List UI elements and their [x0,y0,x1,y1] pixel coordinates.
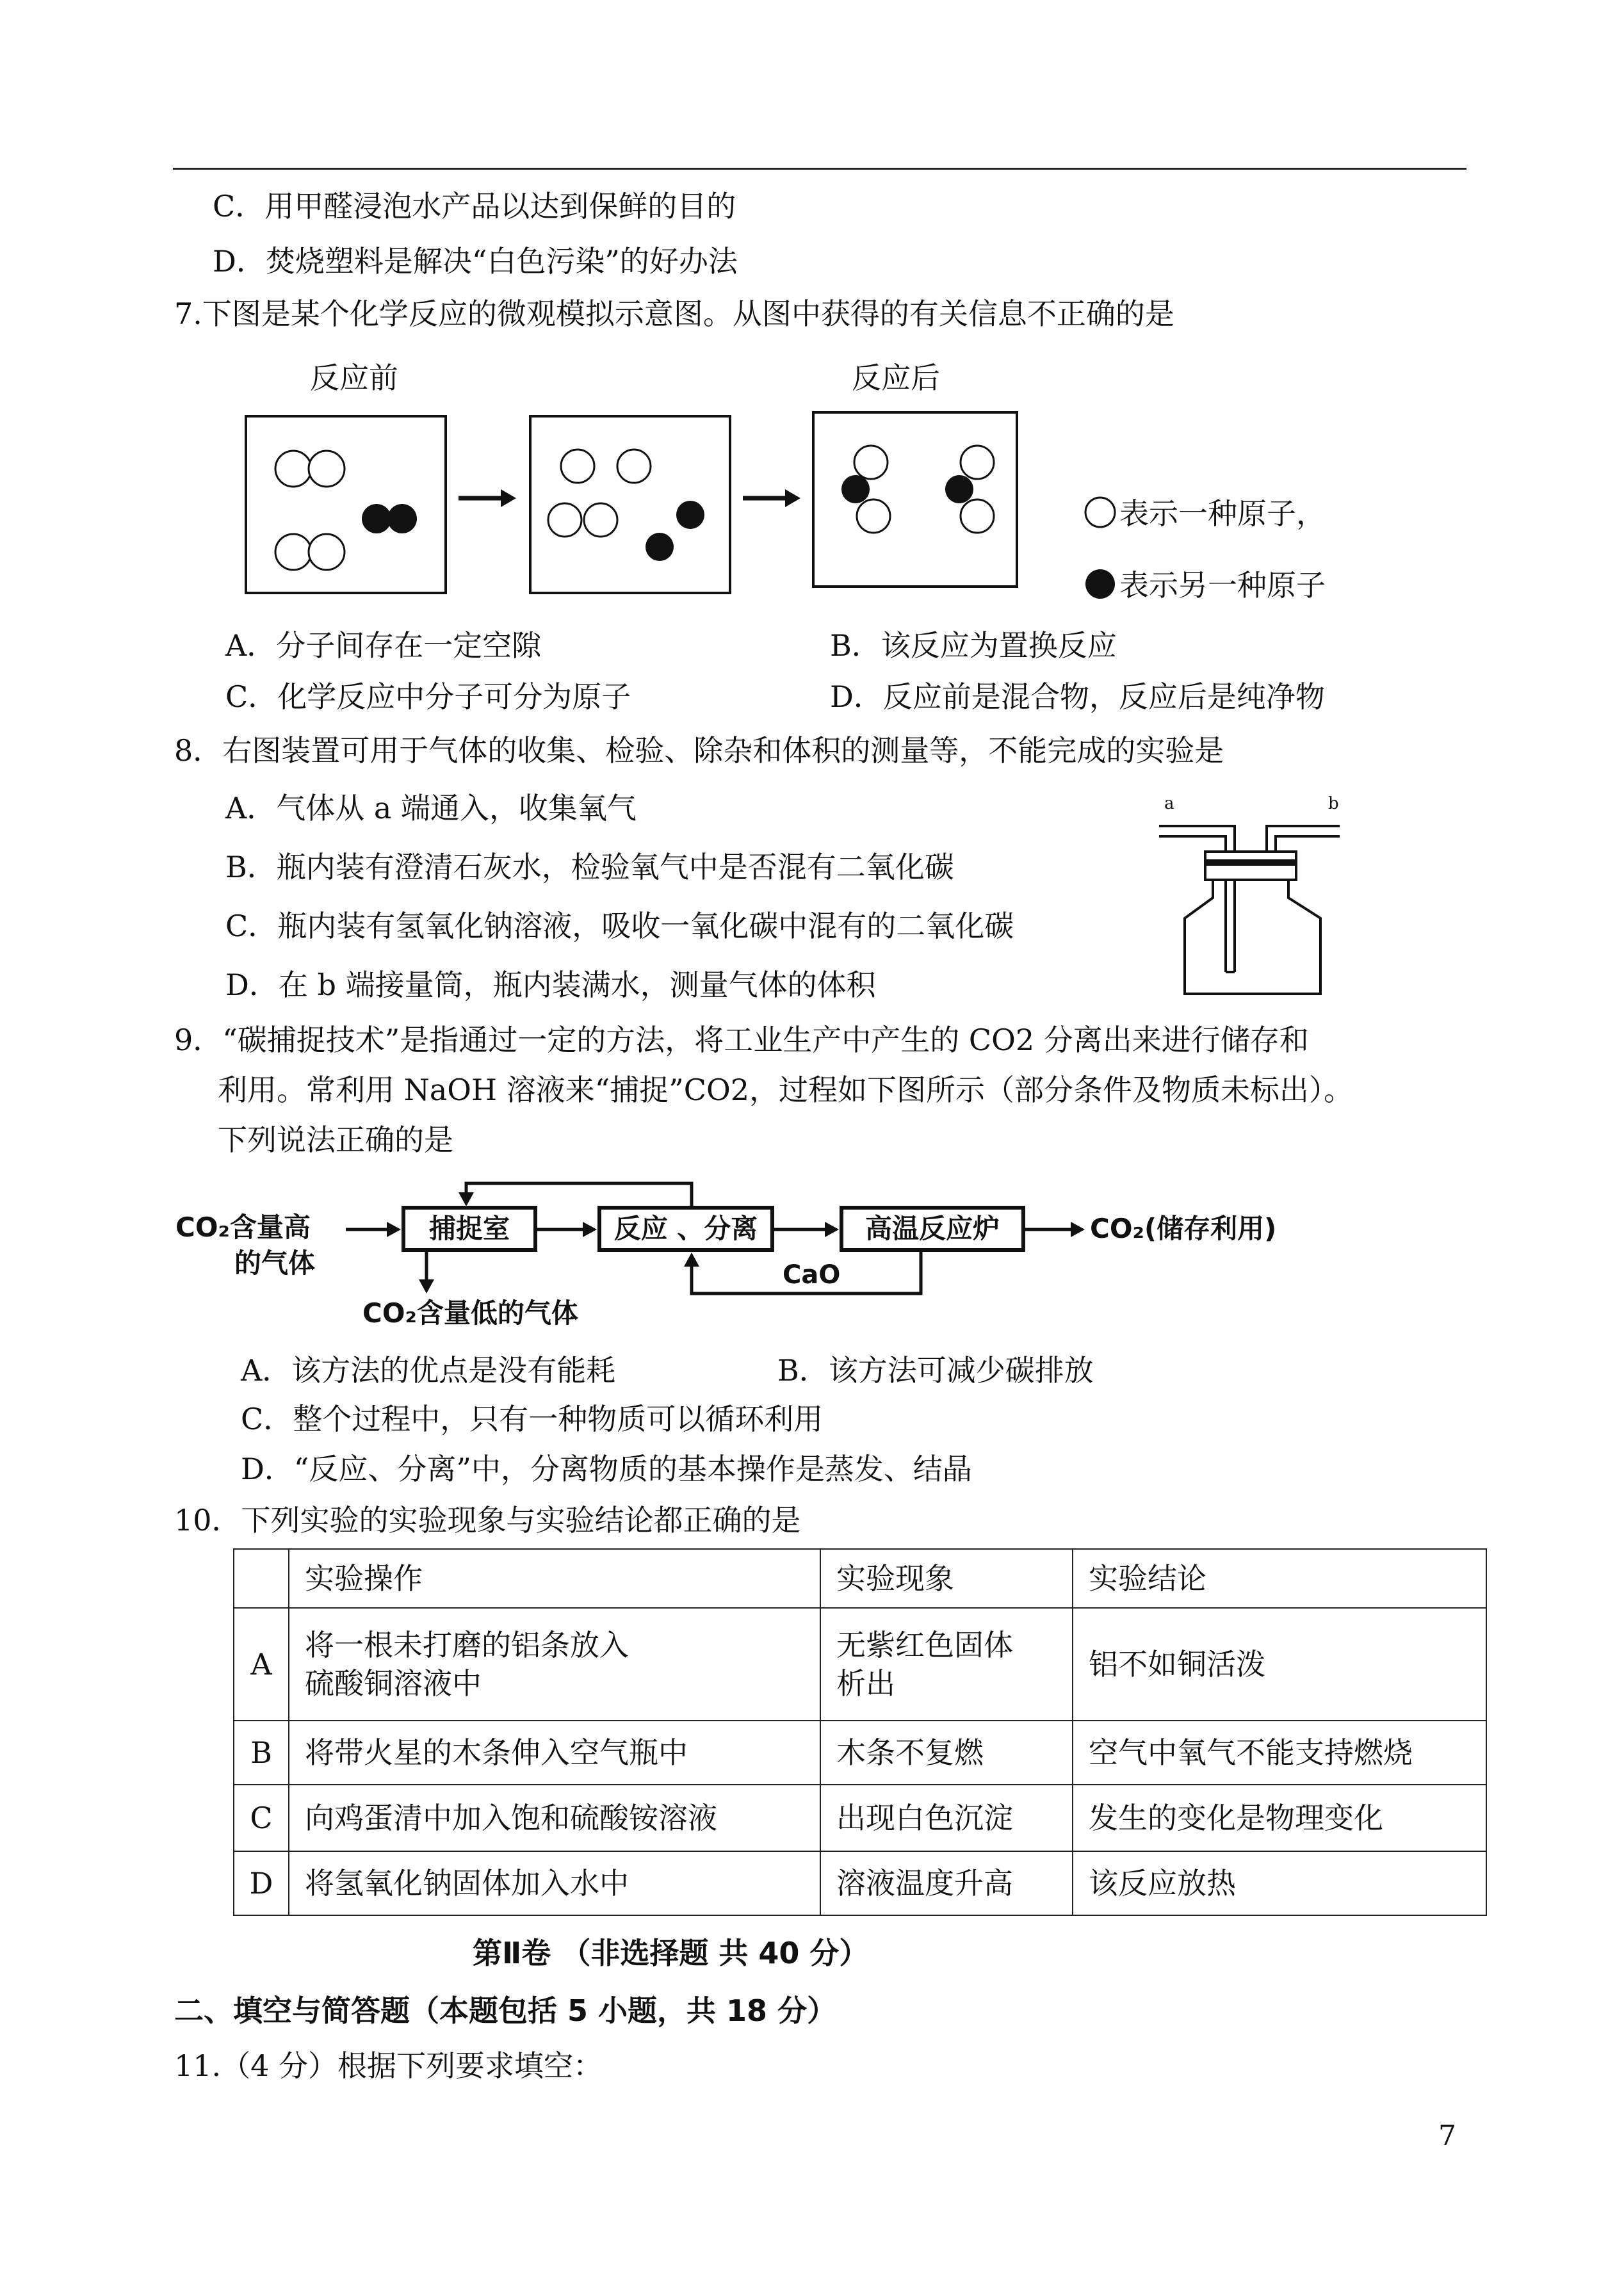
section2-title: 第Ⅱ卷 （非选择题 共 40 分） [473,1936,869,1970]
q9-option-c: C．整个过程中，只有一种物质可以循环利用 [241,1402,824,1436]
operation-cell: 向鸡蛋清中加入饱和硫酸铵溶液 [289,1785,820,1851]
experiment-table [233,1548,1487,1916]
arrow-head [1071,1222,1085,1237]
operation-cell: 将氢氧化钠固体加入水中 [289,1851,820,1915]
conclusion-cell: 空气中氧气不能支持燃烧 [1073,1721,1486,1785]
atom-open [561,450,594,483]
q7-label-before: 反应前 [310,361,398,395]
carbon-capture-flow-diagram [173,1181,1338,1354]
table-header-cell: 实验现象 [820,1549,1073,1608]
q9-stem-line1: 9．“碳捕捉技术”是指通过一定的方法，将工业生产中产生的 CO2 分离出来进行储存和 [174,1023,1309,1057]
conclusion-cell: 发生的变化是物理变化 [1073,1785,1486,1851]
section2-heading: 二、填空与简答题（本题包括 5 小题，共 18 分） [174,1993,837,2028]
atom-open [617,450,651,483]
q9-option-a: A．该方法的优点是没有能耗 [241,1353,616,1388]
phenomenon-cell: 溶液温度升高 [820,1851,1073,1915]
box-before-1 [246,416,446,593]
flow-output-label: CO₂(储存利用) [1090,1213,1277,1244]
q8-option-b: B．瓶内装有澄清石灰水，检验氧气中是否混有二氧化碳 [225,850,954,884]
atom-filled [841,475,870,503]
legend-filled-atom-icon [1082,566,1118,602]
q9-option-b: B．该方法可减少碳排放 [777,1353,1094,1388]
atom-open [961,499,994,533]
phenomenon-cell: 出现白色沉淀 [820,1785,1073,1851]
atom-open [309,451,345,487]
header-rule [173,168,1466,170]
q6-option-c: C．用甲醛浸泡水产品以达到保鲜的目的 [213,189,736,223]
flow-cao-label: CaO [783,1260,841,1290]
row-key: A [234,1608,289,1721]
q7-label-after: 反应后 [852,361,940,395]
q9-stem-line2: 利用。常利用 NaOH 溶液来“捕捉”CO2，过程如下图所示（部分条件及物质未标出）。 [218,1073,1353,1107]
atom-open [961,446,994,479]
q9-option-d: D．“反应、分离”中，分离物质的基本操作是蒸发、结晶 [241,1452,972,1486]
table-header-row [234,1549,1486,1608]
row-key: C [234,1785,289,1851]
q8-option-c: C．瓶内装有氢氧化钠溶液，吸收一氧化碳中混有的二氧化碳 [225,909,1014,943]
operation-cell: 将带火星的木条伸入空气瓶中 [289,1721,820,1785]
arrow-head [387,1222,401,1237]
operation-line: 将一根未打磨的铝条放入 [305,1628,629,1662]
flow-low-gas-label: CO₂含量低的气体 [362,1297,578,1329]
gas-washing-bottle [1157,811,1349,996]
operation-line: 硫酸铜溶液中 [305,1666,482,1701]
flow-input-line1: CO₂含量高 [175,1212,311,1243]
q10-stem: 10．下列实验的实验现象与实验结论都正确的是 [174,1503,801,1537]
row-key: D [234,1851,289,1915]
arrow-head [825,1222,839,1237]
table-row [234,1608,1486,1721]
atom-filled [646,533,674,561]
atom-filled [945,475,973,503]
atom-filled [387,504,417,533]
q7-option-a: A．分子间存在一定空隙 [225,628,542,663]
flow-box1-label: 捕捉室 [428,1213,510,1244]
q7-option-d: D．反应前是混合物，反应后是纯净物 [830,679,1325,714]
table-header-cell: 实验结论 [1073,1549,1486,1608]
flow-box3-label: 高温反应炉 [865,1213,1000,1244]
flow-box2-label: 反应 、分离 [613,1213,758,1244]
atom-open [275,451,311,487]
flow-input-line2: 的气体 [234,1247,316,1279]
arrow-head [583,1222,597,1237]
legend-open-text: 表示一种原子， [1119,496,1326,531]
q7-option-c: C．化学反应中分子可分为原子 [225,679,631,714]
legend-open-atom-icon [1082,494,1118,530]
atom-open [548,503,581,537]
conclusion-cell: 该反应放热 [1073,1851,1486,1915]
q6-option-d: D．焚烧塑料是解决“白色污染”的好办法 [213,244,738,279]
phenomenon-cell [820,1608,1073,1721]
atom-open [854,446,888,479]
q11-stem: 11.（4 分）根据下列要求填空： [174,2048,603,2083]
table-row [234,1785,1486,1851]
atom-open [584,503,617,537]
row-key: B [234,1721,289,1785]
table-row [234,1721,1486,1785]
atom-open [857,499,890,533]
page-number: 7 [1438,2120,1456,2152]
q8-option-d: D．在 b 端接量筒，瓶内装满水，测量气体的体积 [225,968,876,1002]
arrow-head [459,1192,474,1206]
atom-open [309,534,345,570]
phenomenon-line: 无紫红色固体 [836,1628,1013,1662]
table-header-cell: 实验操作 [289,1549,820,1608]
port-a-label: a [1164,794,1174,813]
box-after [813,412,1017,587]
operation-cell [289,1608,820,1721]
legend-filled-text: 表示另一种原子 [1119,568,1326,603]
q7-reaction-diagram [237,410,1037,602]
phenomenon-cell: 木条不复燃 [820,1721,1073,1785]
q7-option-b: B．该反应为置换反应 [830,628,1117,663]
table-row [234,1851,1486,1915]
atom-filled [676,501,704,529]
arrow-head [419,1279,434,1293]
atom-filled [362,504,391,533]
q7-stem: 7.下图是某个化学反应的微观模拟示意图。从图中获得的有关信息不正确的是 [174,296,1174,331]
arrow-head [684,1253,699,1267]
q8-stem: 8．右图装置可用于气体的收集、检验、除杂和体积的测量等，不能完成的实验是 [174,733,1224,768]
port-b-label: b [1328,794,1339,813]
arrow-head [785,489,800,507]
atom-open [275,534,311,570]
table-header-cell [234,1549,289,1608]
phenomenon-line: 析出 [836,1666,895,1701]
q9-stem-line3: 下列说法正确的是 [218,1123,453,1157]
q8-option-a: A．气体从 a 端通入，收集氧气 [225,791,637,825]
conclusion-cell: 铝不如铜活泼 [1073,1608,1486,1721]
arrow-head [501,489,516,507]
